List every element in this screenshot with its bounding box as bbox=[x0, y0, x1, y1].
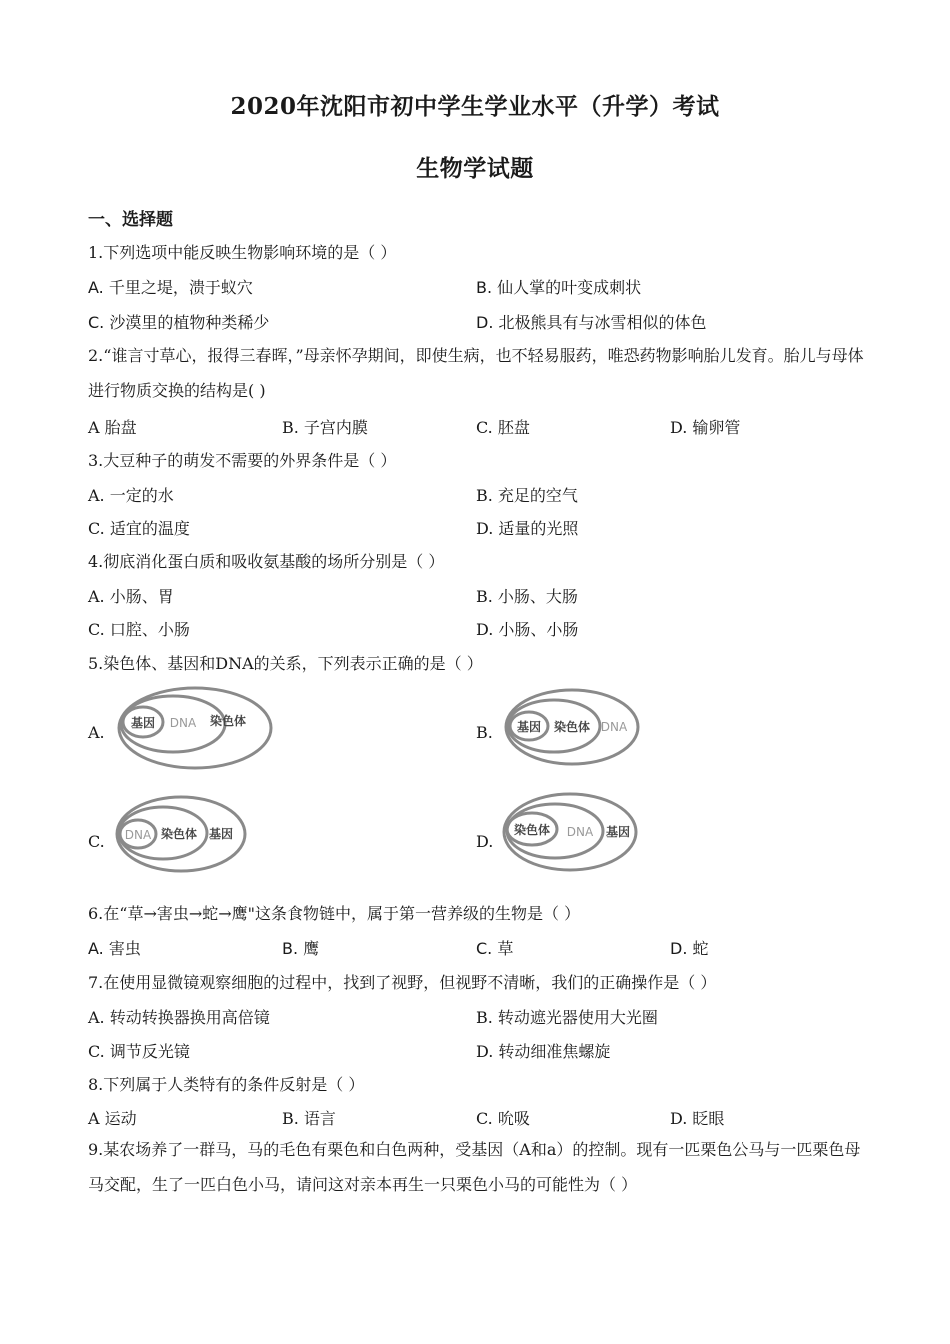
question-7-option-c: C. 调节反光镜 bbox=[88, 1042, 190, 1061]
question-5-stem: 5.染色体、基因和DNA的关系，下列表示正确的是（ ） bbox=[88, 654, 483, 673]
question-1-option-d: D. 北极熊具有与冰雪相似的体色 bbox=[476, 313, 707, 332]
diagram-a-outer-label: 染色体 bbox=[209, 714, 247, 728]
question-2-option-c: C. 胚盘 bbox=[476, 418, 530, 437]
question-8-option-d: D. 眨眼 bbox=[670, 1109, 725, 1128]
question-6-option-c: C. 草 bbox=[476, 939, 514, 958]
question-7-stem: 7.在使用显微镜观察细胞的过程中，找到了视野，但视野不清晰，我们的正确操作是（ ） bbox=[88, 973, 717, 992]
question-4-option-d: D. 小肠、小肠 bbox=[476, 620, 579, 639]
question-7-option-d: D. 转动细准焦螺旋 bbox=[476, 1042, 611, 1061]
question-6-option-d: D. 蛇 bbox=[670, 939, 709, 958]
section-heading: 一、选择题 bbox=[88, 210, 173, 230]
question-6-option-a: A. 害虫 bbox=[88, 939, 141, 958]
diagram-a bbox=[115, 683, 275, 777]
diagram-c-inner-label: DNA bbox=[124, 828, 152, 842]
question-5-option-a: A. bbox=[88, 723, 105, 742]
question-2-stem: 2.“谁言寸草心，报得三春晖，”母亲怀孕期间，即使生病，也不轻易服药，唯恐药物影响胎儿发育。胎儿与母体进行物质交换的结构是( ) bbox=[88, 346, 864, 400]
question-5-option-b: B. bbox=[476, 723, 493, 742]
question-5-option-c: C. bbox=[88, 832, 105, 851]
page-subtitle: 生物学试题 bbox=[416, 155, 534, 182]
question-9-stem: 9.某农场养了一群马，马的毛色有栗色和白色两种，受基因（A和a）的控制。现有一匹栗色公马与一匹栗色母马交配，生了一匹白色小马，请问这对亲本再生一只栗色小马的可能性为（ ） bbox=[88, 1140, 861, 1194]
question-2-option-d: D. 输卵管 bbox=[670, 418, 741, 437]
question-5-option-d: D. bbox=[476, 832, 494, 851]
diagram-b-middle-label: 染色体 bbox=[553, 720, 591, 734]
question-1-option-b: B. 仙人掌的叶变成刺状 bbox=[476, 278, 642, 297]
question-2-option-b: B. 子宫内膜 bbox=[282, 418, 368, 437]
question-3-option-d: D. 适量的光照 bbox=[476, 519, 579, 538]
diagram-a-middle-label: DNA bbox=[169, 716, 197, 730]
diagram-b bbox=[502, 686, 647, 772]
diagram-d-middle-label: DNA bbox=[566, 825, 594, 839]
question-1-option-a: A. 千里之堤，溃于蚁穴 bbox=[88, 278, 253, 297]
question-4-option-c: C. 口腔、小肠 bbox=[88, 620, 190, 639]
question-4-option-b: B. 小肠、大肠 bbox=[476, 587, 578, 606]
question-4-option-a: A. 小肠、胃 bbox=[88, 587, 174, 606]
question-4-stem: 4.彻底消化蛋白质和吸收氨基酸的场所分别是（ ） bbox=[88, 552, 445, 571]
question-1-stem: 1.下列选项中能反映生物影响环境的是（ ） bbox=[88, 243, 397, 262]
question-2-option-a: A 胎盘 bbox=[88, 418, 137, 437]
question-3-stem: 3.大豆种子的萌发不需要的外界条件是（ ） bbox=[88, 451, 397, 470]
question-6-stem: 6.在“草→害虫→蛇→鹰"这条食物链中，属于第一营养级的生物是（ ） bbox=[88, 904, 581, 923]
question-7-option-b: B. 转动遮光器使用大光圈 bbox=[476, 1008, 658, 1027]
diagram-b-inner-label: 基因 bbox=[516, 720, 542, 734]
diagram-d bbox=[500, 790, 645, 879]
diagram-c-middle-label: 染色体 bbox=[160, 827, 198, 841]
question-3-option-a: A. 一定的水 bbox=[88, 486, 174, 505]
question-6-option-b: B. 鹰 bbox=[282, 939, 320, 958]
question-8-option-b: B. 语言 bbox=[282, 1109, 336, 1128]
diagram-c-outer-label: 基因 bbox=[208, 827, 234, 841]
question-8-stem: 8.下列属于人类特有的条件反射是（ ） bbox=[88, 1075, 365, 1094]
question-8-option-a: A 运动 bbox=[88, 1109, 137, 1128]
question-7-option-a: A. 转动转换器换用高倍镜 bbox=[88, 1008, 270, 1027]
diagram-d-inner-label: 染色体 bbox=[513, 823, 551, 837]
diagram-a-inner-label: 基因 bbox=[130, 716, 156, 730]
question-3-option-c: C. 适宜的温度 bbox=[88, 519, 190, 538]
question-1-option-c: C. 沙漠里的植物种类稀少 bbox=[88, 313, 270, 332]
diagram-d-outer-label: 基因 bbox=[605, 825, 631, 839]
question-3-option-b: B. 充足的空气 bbox=[476, 486, 578, 505]
question-8-option-c: C. 吮吸 bbox=[476, 1109, 530, 1128]
page-title: 2020年沈阳市初中学生学业水平（升学）考试 bbox=[230, 93, 720, 120]
diagram-b-outer-label: DNA bbox=[600, 720, 628, 734]
diagram-c bbox=[113, 793, 253, 879]
